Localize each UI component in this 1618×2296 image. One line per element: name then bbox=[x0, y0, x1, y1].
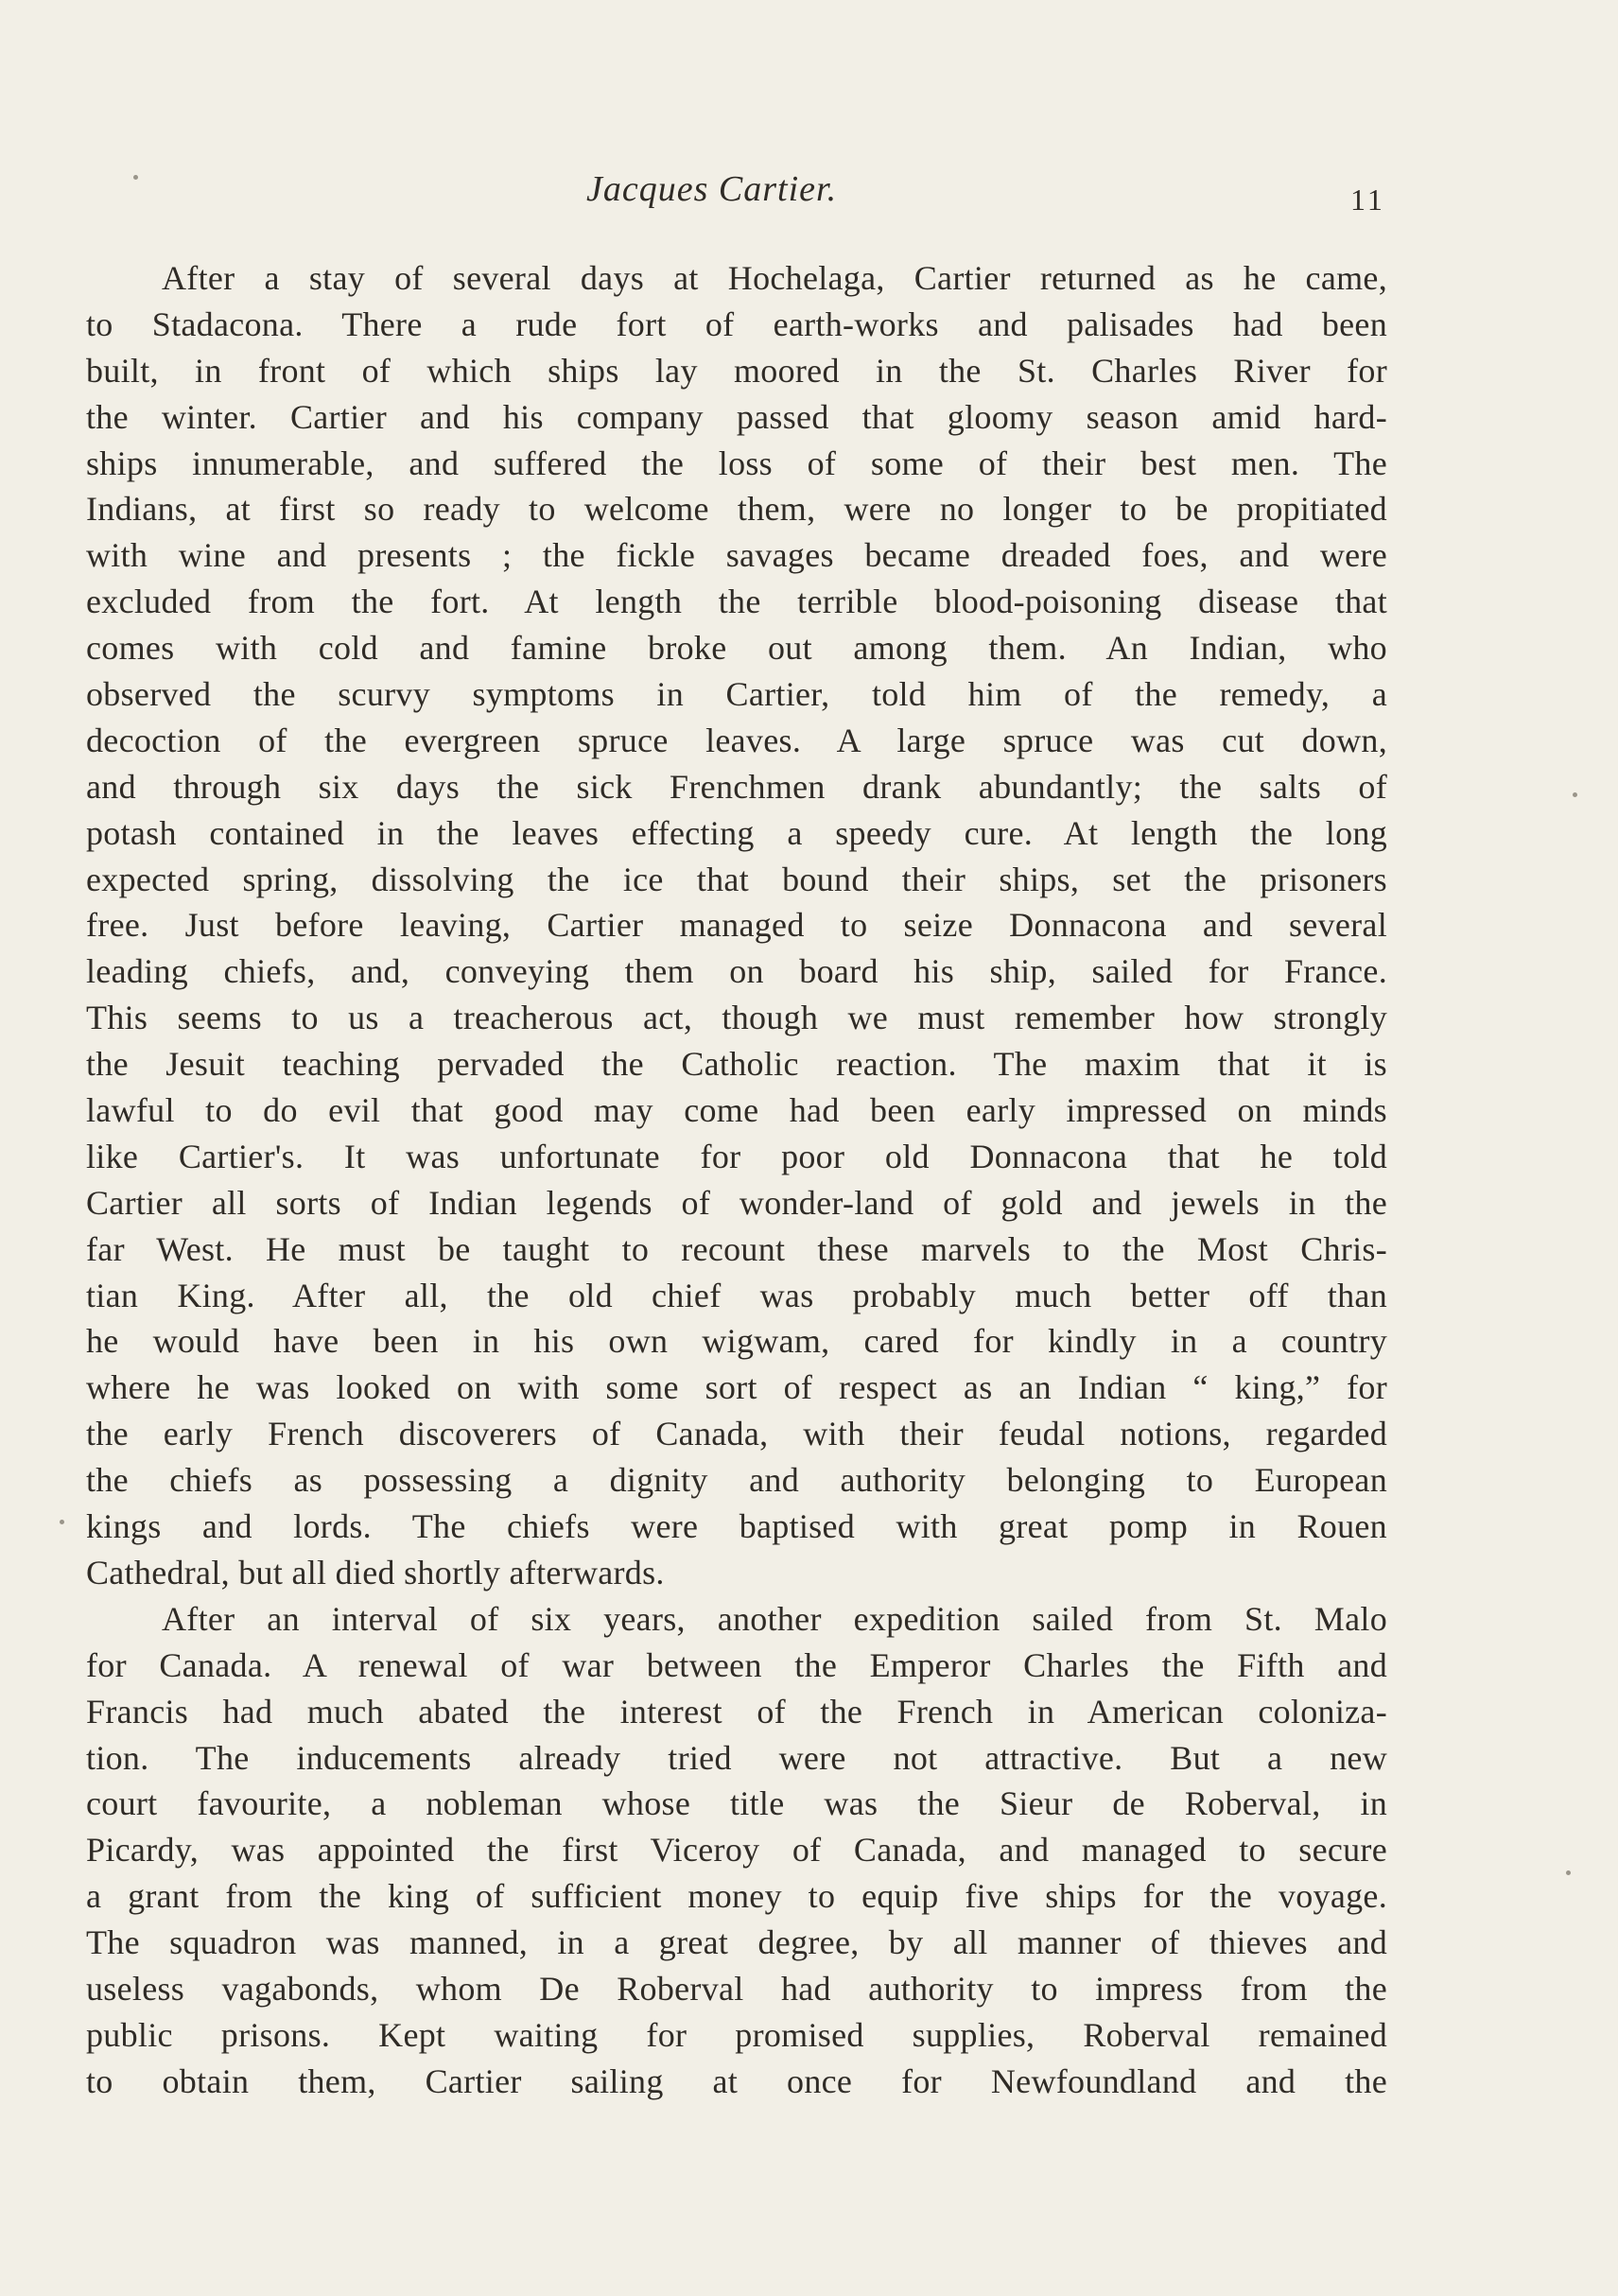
text-line: free. Just before leaving, Cartier managed to seize Donnacona and several bbox=[86, 906, 1387, 945]
text-line: leading chiefs, and, conveying them on board his ship, sailed for France. bbox=[86, 952, 1387, 991]
text-line: kings and lords. The chiefs were baptised with great pomp in Rouen bbox=[86, 1507, 1387, 1546]
paper-speck bbox=[1573, 792, 1577, 797]
text-line: lawful to do evil that good may come had been early impressed on minds bbox=[86, 1091, 1387, 1130]
paper-speck bbox=[1566, 1870, 1571, 1875]
text-line: useless vagabonds, whom De Roberval had authority to impress from the bbox=[86, 1969, 1387, 2008]
text-line: court favourite, a nobleman whose title was the Sieur de Roberval, in bbox=[86, 1784, 1387, 1823]
text-line: decoction of the evergreen spruce leaves. A large spruce was cut down, bbox=[86, 721, 1387, 759]
text-line: to Stadacona. There a rude fort of earth-works and palisades had been bbox=[86, 304, 1387, 343]
text-line: expected spring, dissolving the ice that bound their ships, set the prisoners bbox=[86, 860, 1387, 898]
text-line: The squadron was manned, in a great degree, by all manner of thieves and bbox=[86, 1923, 1387, 1962]
text-line: comes with cold and famine broke out among them. An Indian, who bbox=[86, 629, 1387, 668]
text-line: excluded from the fort. At length the terrible blood-poisoning disease that bbox=[86, 583, 1387, 621]
text-line: ships innumerable, and suffered the loss of some of their best men. The bbox=[86, 444, 1387, 482]
text-line: Cartier all sorts of Indian legends of wonder-land of gold and jewels in the bbox=[86, 1183, 1387, 1222]
text-line: Cathedral, but all died shortly afterwards. bbox=[86, 1553, 665, 1592]
text-line: the winter. Cartier and his company passed that gloomy season amid hard- bbox=[86, 397, 1387, 436]
text-line: the Jesuit teaching pervaded the Catholic reaction. The maxim that it is bbox=[86, 1045, 1387, 1084]
text-line: a grant from the king of sufficient money to equip five ships for the voyage. bbox=[86, 1877, 1387, 1916]
text-line: Indians, at first so ready to welcome them, were no longer to be propitiated bbox=[86, 490, 1387, 529]
paper-speck bbox=[133, 175, 138, 180]
text-line: observed the scurvy symptoms in Cartier, told him of the remedy, a bbox=[86, 675, 1387, 714]
text-line: to obtain them, Cartier sailing at once for Newfoundland and the bbox=[86, 2061, 1387, 2100]
text-line: Francis had much abated the interest of the French in American coloniza- bbox=[86, 1692, 1387, 1731]
text-line: and through six days the sick Frenchmen drank abundantly; the salts of bbox=[86, 767, 1387, 806]
text-line: potash contained in the leaves effecting a speedy cure. At length the long bbox=[86, 813, 1387, 852]
text-line: built, in front of which ships lay moored in the St. Charles River for bbox=[86, 351, 1387, 390]
text-line: After a stay of several days at Hochelaga, Cartier returned as he came, bbox=[162, 259, 1387, 297]
body-text bbox=[86, 255, 1387, 2105]
text-line: where he was looked on with some sort of respect as an Indian “ king,” for bbox=[86, 1368, 1387, 1407]
page-number: 11 bbox=[1350, 183, 1385, 217]
text-line: with wine and presents ; the fickle savages became dreaded foes, and were bbox=[86, 536, 1387, 575]
text-line: tian King. After all, the old chief was probably much better off than bbox=[86, 1276, 1387, 1314]
text-line: like Cartier's. It was unfortunate for poor old Donnacona that he told bbox=[86, 1137, 1387, 1175]
paper-speck bbox=[60, 1520, 64, 1524]
text-line: the early French discoverers of Canada, with their feudal notions, regarded bbox=[86, 1415, 1387, 1453]
text-line: This seems to us a treacherous act, though we must remember how strongly bbox=[86, 999, 1387, 1037]
text-line: public prisons. Kept waiting for promised supplies, Roberval remained bbox=[86, 2015, 1387, 2054]
text-line: Picardy, was appointed the first Viceroy of Canada, and managed to secure bbox=[86, 1831, 1387, 1870]
running-title: Jacques Cartier. bbox=[586, 169, 838, 209]
text-line: far West. He must be taught to recount these marvels to the Most Chris- bbox=[86, 1229, 1387, 1268]
text-line: After an interval of six years, another expedition sailed from St. Malo bbox=[162, 1599, 1387, 1638]
text-line: tion. The inducements already tried were not attractive. But a new bbox=[86, 1738, 1387, 1777]
text-line: for Canada. A renewal of war between the Emperor Charles the Fifth and bbox=[86, 1645, 1387, 1684]
text-line: the chiefs as possessing a dignity and authority belonging to European bbox=[86, 1461, 1387, 1500]
text-line: he would have been in his own wigwam, cared for kindly in a country bbox=[86, 1322, 1387, 1361]
